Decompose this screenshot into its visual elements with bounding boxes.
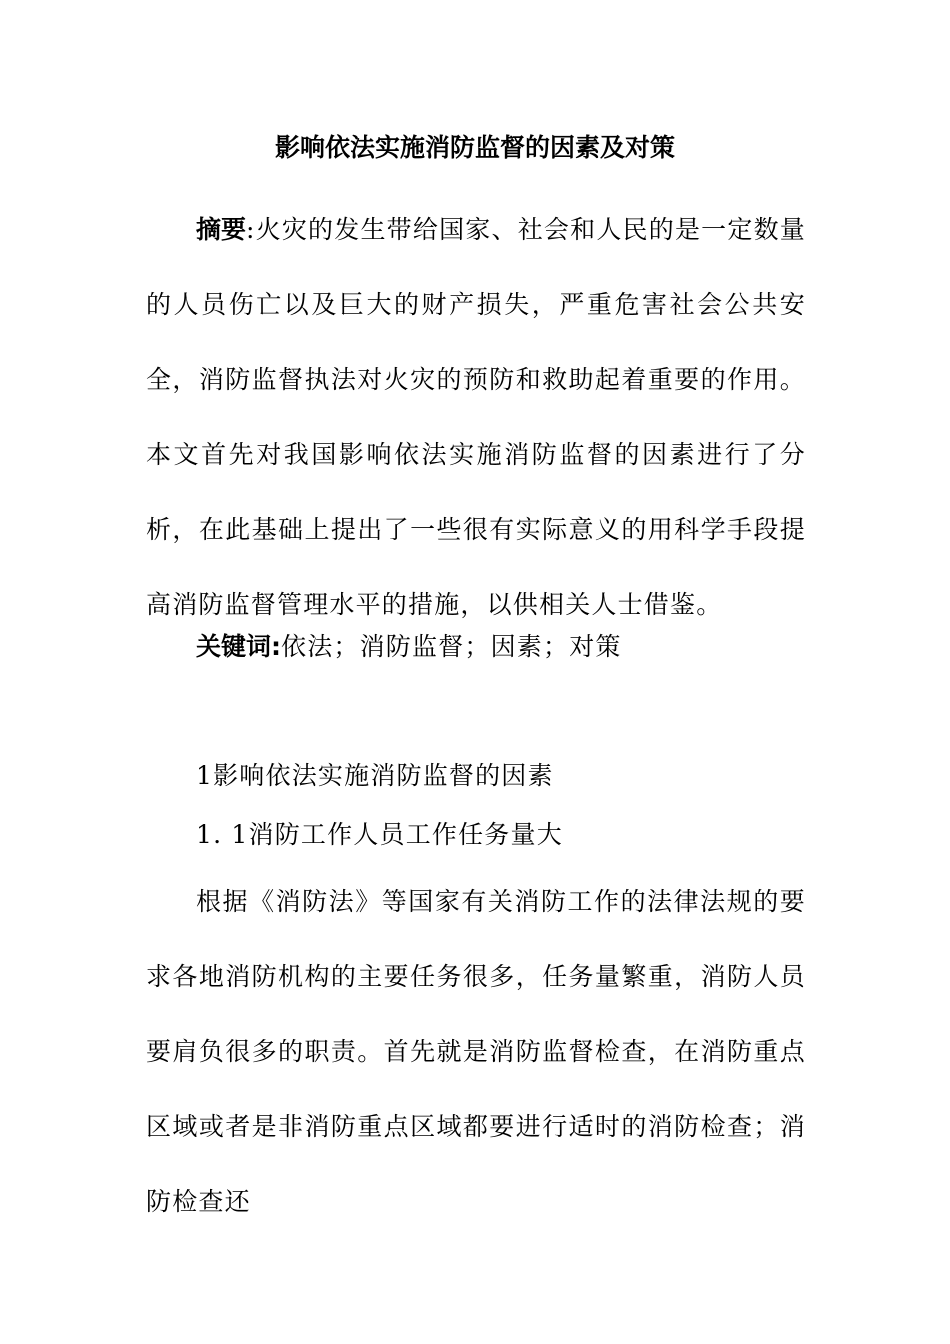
document-title: 影响依法实施消防监督的因素及对策 <box>274 133 675 162</box>
body-paragraph: 根据《消防法》等国家有关消防工作的法律法规的要求各地消防机构的主要任务很多，任务量繁重，消防人员要肩负很多的职责。首先就是消防监督检查，在消防重点区域或者是非消防重点区域都要进行适时的消防检查；消防检查还 <box>146 887 806 1216</box>
abstract-label: 摘要 <box>196 215 247 244</box>
abstract-paragraph <box>146 192 806 642</box>
subsection-heading: 1. 1消防工作人员工作任务量大 <box>196 820 563 849</box>
keywords-text: 依法；消防监督；因素；对策 <box>281 632 622 661</box>
abstract-text: 火灾的发生带给国家、社会和人民的是一定数量的人员伤亡以及巨大的财产损失，严重危害社会公共安全，消防监督执法对火灾的预防和救助起着重要的作用。本文首先对我国影响依法实施消防监督的因素进行了分析，在此基础上提出了一些很有实际意义的用科学手段提高消防监督管理水平的措施，以供相关人士借鉴。 <box>146 215 806 619</box>
keywords-paragraph <box>146 627 806 667</box>
abstract-separator: : <box>246 215 256 244</box>
keywords-label: 关键词: <box>196 632 281 661</box>
section-heading: 1影响依法实施消防监督的因素 <box>196 761 554 790</box>
